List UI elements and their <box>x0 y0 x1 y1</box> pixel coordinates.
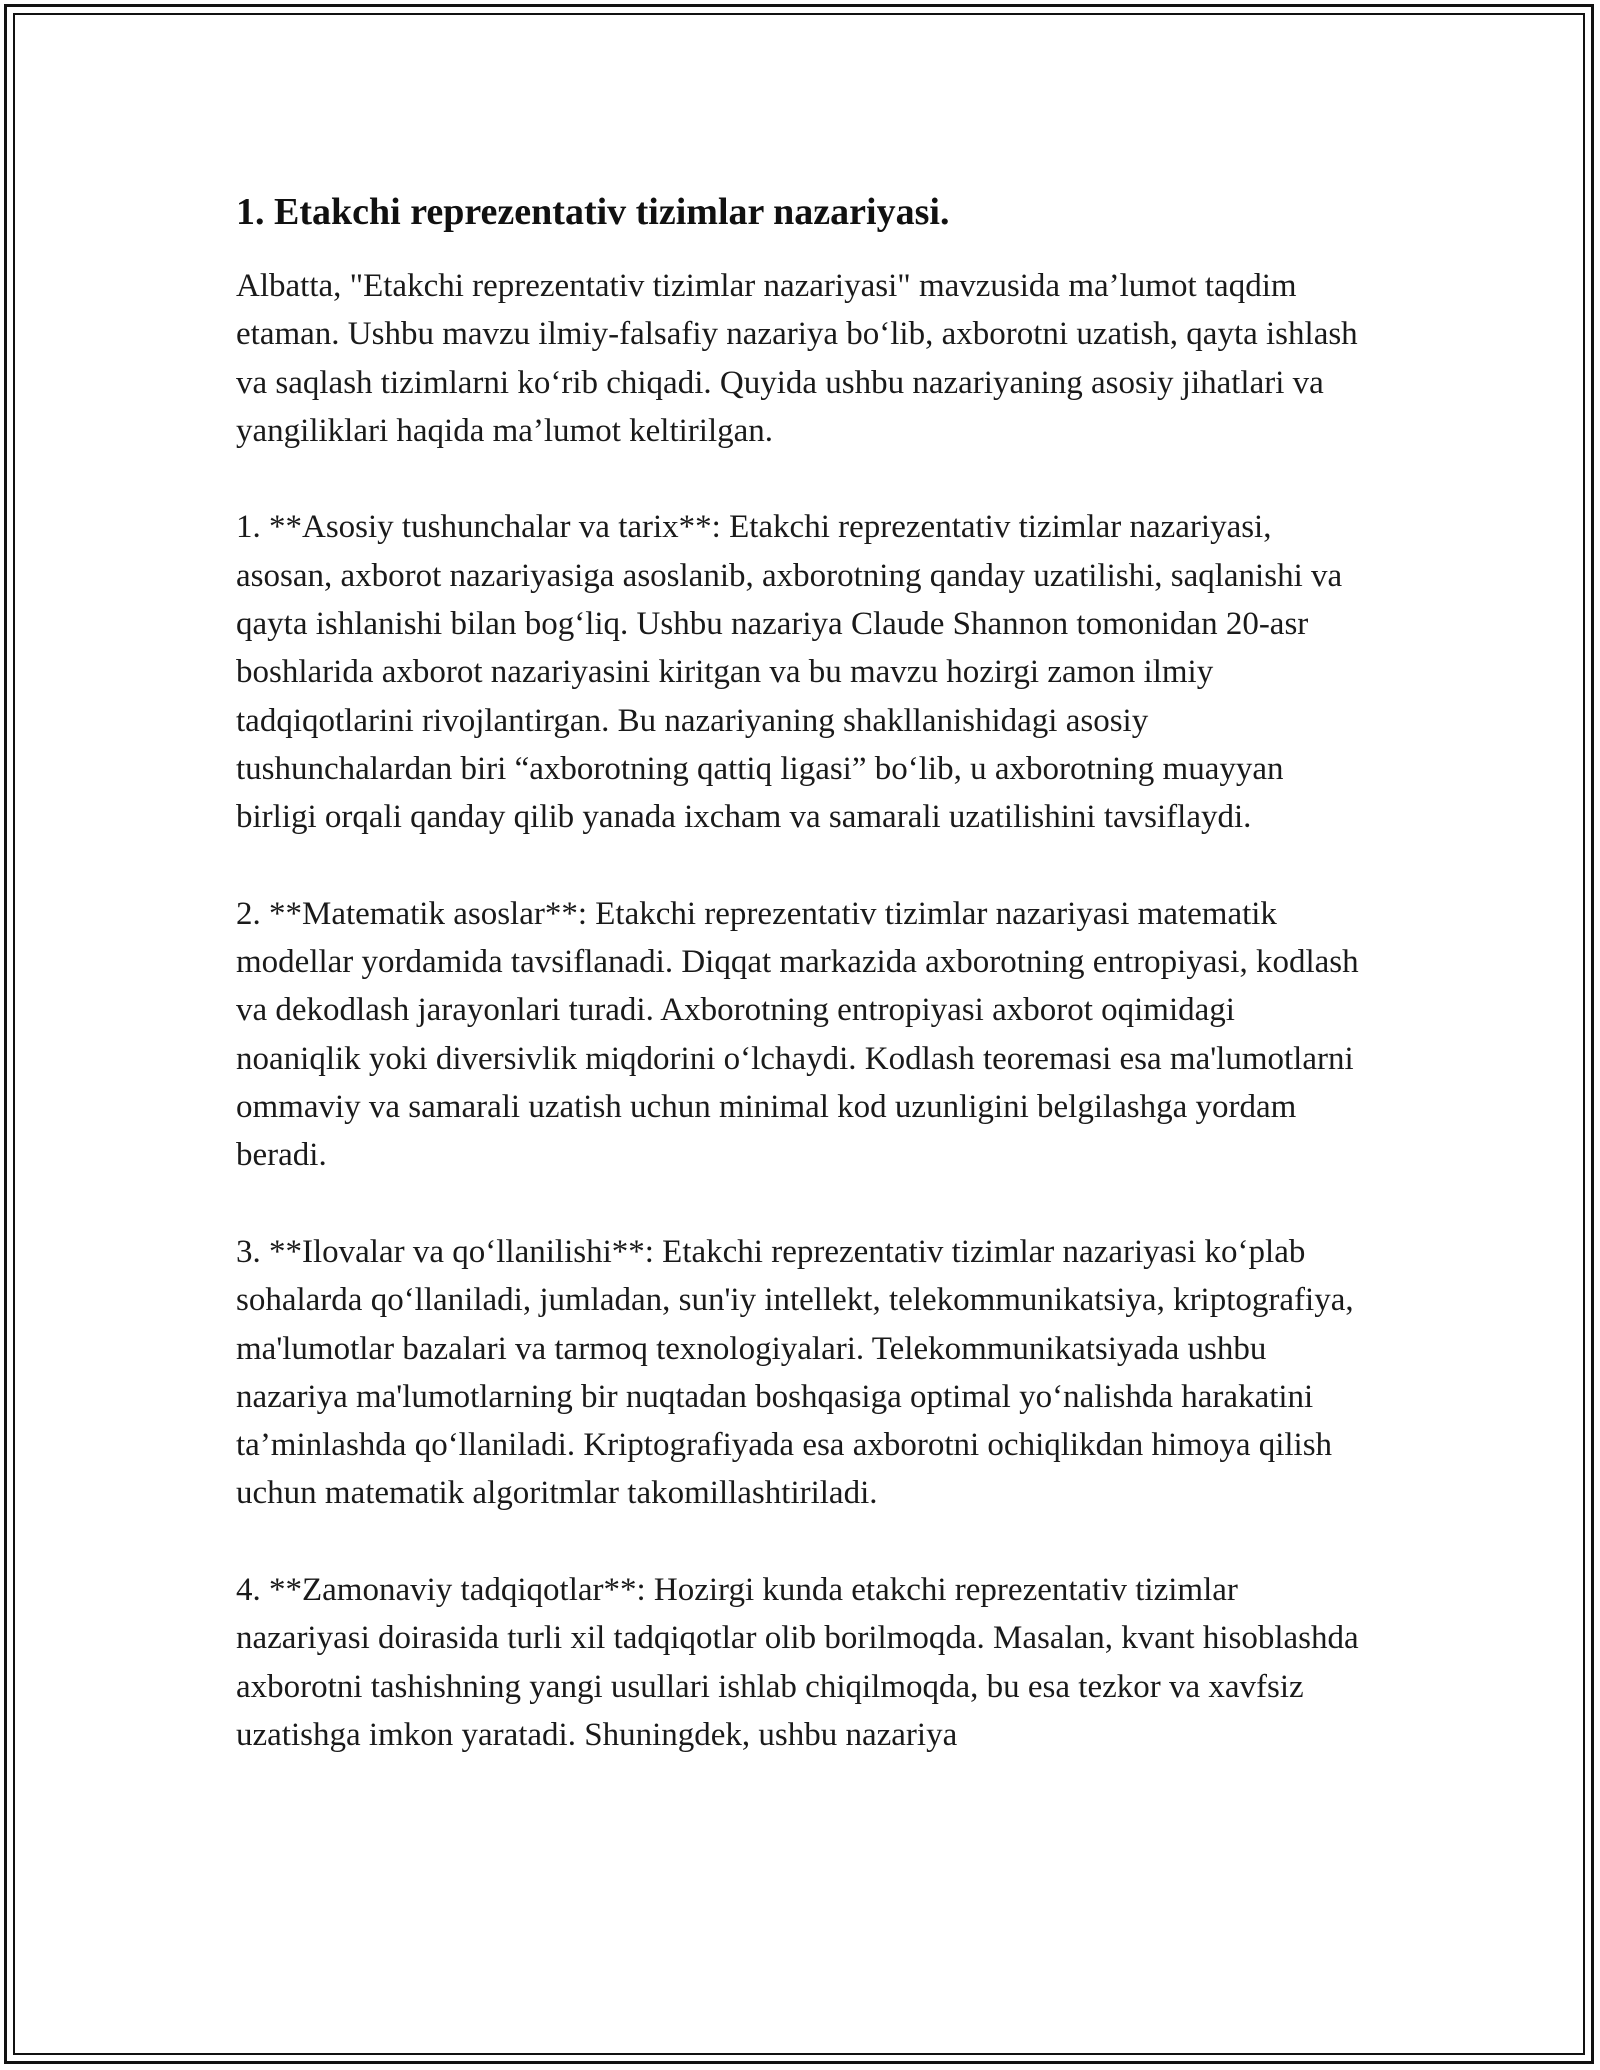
section-title: 1. Etakchi reprezentativ tizimlar nazariyasi. <box>236 191 950 233</box>
paragraph-applications: 3. **Ilovalar va qo‘llanilishi**: Etakchi reprezentativ tizimlar nazariyasi ko‘plab sohalarda qo‘llaniladi, jumladan, sun'iy intellekt, telekommunikatsiya, kriptografiya, ma'lumotlar bazalari va tarmoq texnologiyalari. Telekommunikatsiyada ushbu nazariya ma'lumotlarning bir nuqtadan boshqasiga optimal yo‘nalishda harakatini ta’minlashda qo‘llaniladi. Kriptografiyada esa axborotni ochiqlikdan himoya qilish uchun matematik algoritmlar takomillashtiriladi. <box>236 1233 1354 1512</box>
paragraph-modern-research: 4. **Zamonaviy tadqiqotlar**: Hozirgi kunda etakchi reprezentativ tizimlar nazariyasi doirasida turli xil tadqiqotlar olib borilmoqda. Masalan, kvant hisoblashda axborotni tashishning yangi usullari ishlab chiqilmoqda, bu esa tezkor va xavfsiz uzatishga imkon yaratadi. Shuningdek, ushbu nazariya <box>236 1572 1359 1753</box>
document-body <box>236 188 1366 1808</box>
paragraph-math-foundations: 2. **Matematik asoslar**: Etakchi reprezentativ tizimlar nazariyasi matematik modellar yordamida tavsiflanadi. Diqqat markazida axborotning entropiyasi, kodlash va dekodlash jarayonlari turadi. Axborotning entropiyasi axborot oqimidagi noaniqlik yoki diversivlik miqdorini o‘lchaydi. Kodlash teoremasi esa ma'lumotlarni ommaviy va samarali uzatish uchun minimal kod uzunligini belgilashga yordam beradi. <box>236 895 1359 1174</box>
paragraph-basic-concepts: 1. **Asosiy tushunchalar va tarix**: Etakchi reprezentativ tizimlar nazariyasi, asosan, axborot nazariyasiga asoslanib, axborotning qanday uzatilishi, saqlanishi va qayta ishlanishi bilan bog‘liq. Ushbu nazariya Claude Shannon tomonidan 20-asr boshlarida axborot nazariyasini kiritgan va bu mavzu hozirgi zamon ilmiy tadqiqotlarini rivojlantirgan. Bu nazariyaning shakllanishidagi asosiy tushunchalardan biri “axborotning qattiq ligasi” bo‘lib, u axborotning muayyan birligi orqali qanday qilib yanada ixcham va samarali uzatilishini tavsiflaydi. <box>236 509 1343 836</box>
intro-paragraph: Albatta, "Etakchi reprezentativ tizimlar nazariyasi" mavzusida ma’lumot taqdim etaman. Ushbu mavzu ilmiy-falsafiy nazariya bo‘lib, axborotni uzatish, qayta ishlash va saqlash tizimlarni ko‘rib chiqadi. Quyida ushbu nazariyaning asosiy jihatlari va yangiliklari haqida ma’lumot keltirilgan. <box>236 268 1358 449</box>
